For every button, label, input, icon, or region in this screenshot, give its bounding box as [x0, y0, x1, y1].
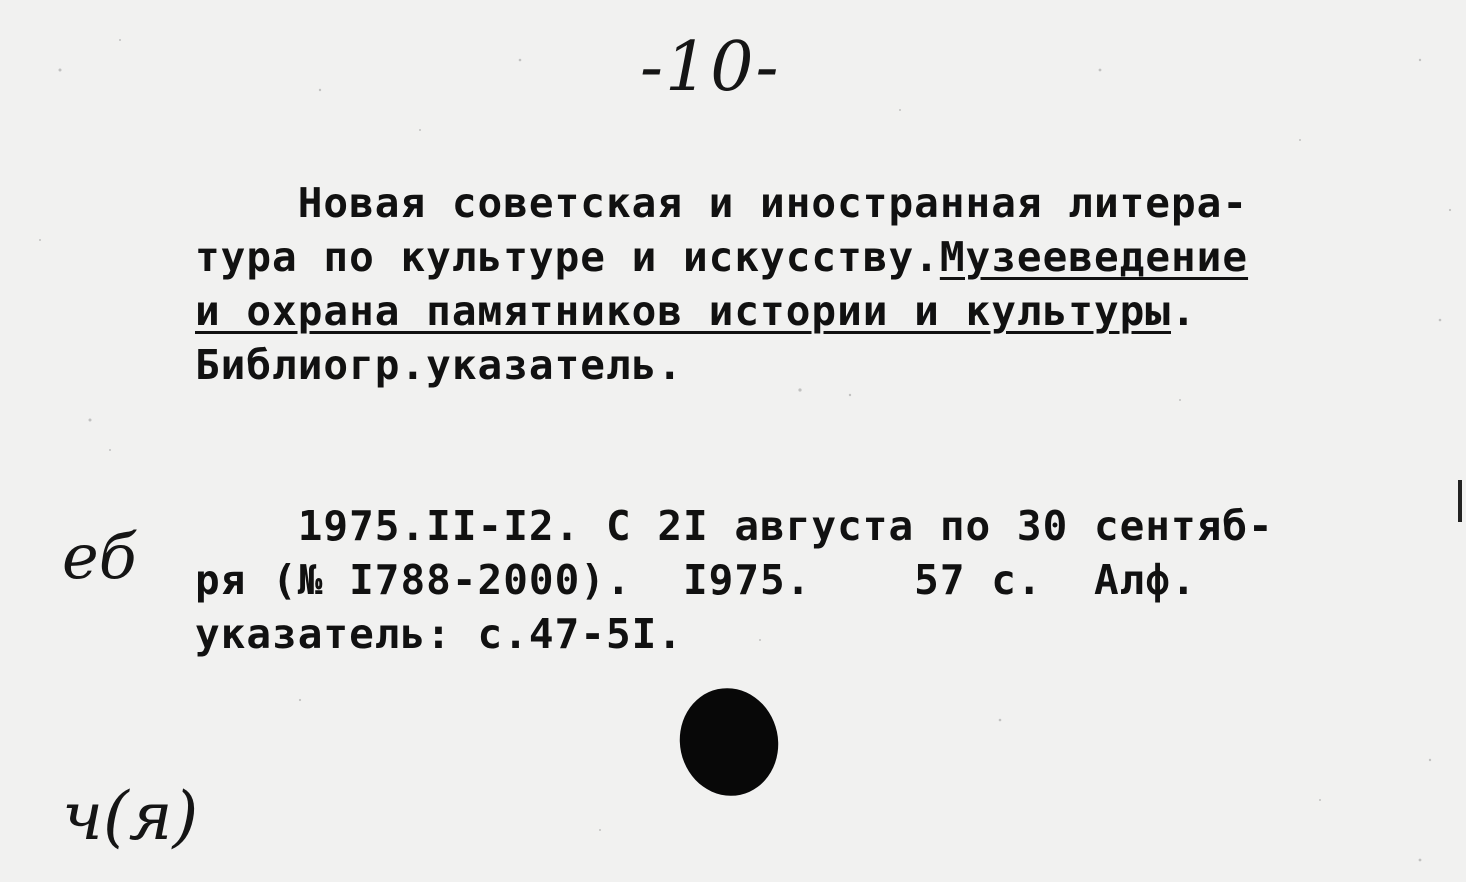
title-block [195, 176, 1248, 392]
title-line-4: Библиогр.указатель. [195, 341, 683, 389]
title-line-1: Новая советская и иностранная литера- [195, 179, 1249, 227]
punch-hole [670, 679, 788, 805]
details-line-2: ря (№ I788-2000). I975. 57 с. Алф. [195, 556, 1197, 604]
details-line-1: 1975.II-I2. С 2I августа по 30 сентяб- [195, 502, 1274, 550]
title-line-2-text: тура по культуре и искусству. [195, 233, 940, 281]
details-line-3: указатель: с.47-5I. [195, 610, 683, 658]
handwritten-shelf-mark: eб [62, 520, 137, 593]
title-line-3-tail: . [1171, 287, 1197, 335]
publication-details [195, 499, 1274, 661]
handwritten-class-mark: ч(я) [62, 778, 199, 855]
underlined-subject: Музееведение [939, 233, 1249, 281]
title-line-2 [195, 233, 1248, 281]
underlined-subject-cont: и охрана памятников истории и культуры [195, 287, 1171, 335]
edge-mark [1458, 480, 1462, 522]
title-line-3 [195, 287, 1197, 335]
page-number: -10- [640, 28, 781, 107]
